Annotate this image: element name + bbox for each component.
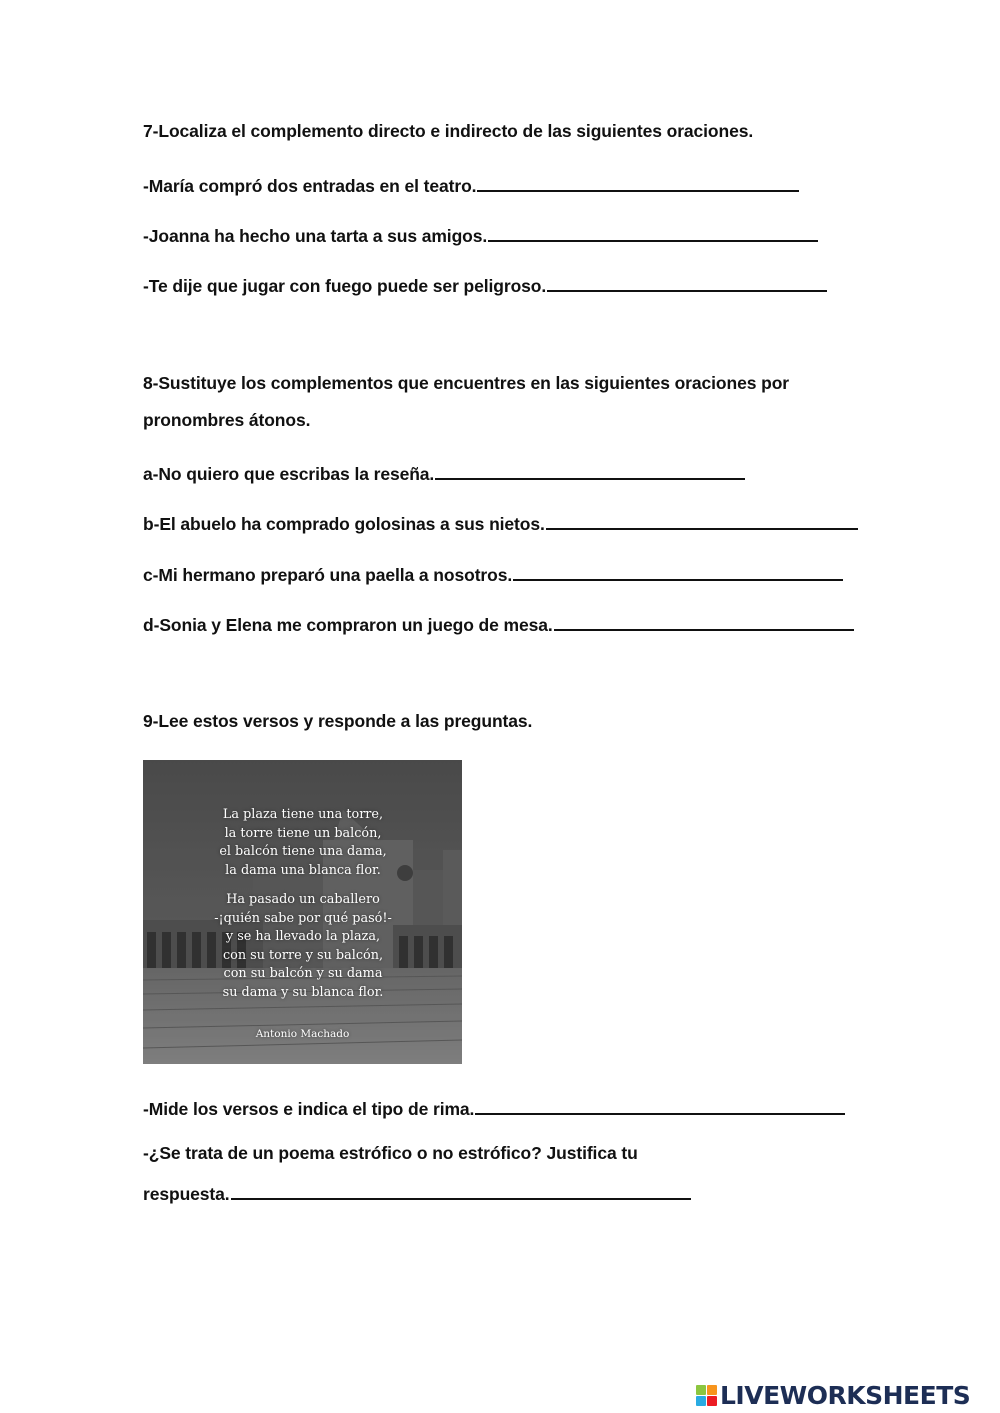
poem-verse: Ha pasado un caballero (226, 892, 380, 907)
answer-blank[interactable] (475, 1095, 845, 1115)
poem-verse: -¡quién sabe por qué pasó!- (214, 910, 392, 926)
exercise-9-question-2-line-2 (143, 1180, 691, 1205)
item-text: d-Sonia y Elena me compraron un juego de mesa. (143, 615, 553, 635)
poem-author: Antonio Machado (255, 1028, 350, 1040)
exercise-8-item-d (143, 611, 854, 636)
brand-square-blue (696, 1396, 706, 1406)
poem-verse: el balcón tiene una dama, (219, 844, 387, 859)
exercise-8-item-a (143, 460, 745, 485)
item-text: respuesta. (143, 1184, 230, 1204)
poem-verse: su dama y su blanca flor. (222, 984, 384, 1000)
item-text: a-No quiero que escribas la reseña. (143, 464, 435, 484)
exercise-9-question-2-line-1: -¿Se trata de un poema estrófico o no estrófico? Justifica tu (143, 1143, 638, 1163)
brand-name: LIVEWORKSHEETS (720, 1380, 971, 1410)
poem-image (143, 760, 462, 1064)
brand-square-green (696, 1385, 706, 1395)
exercise-8-item-c (143, 561, 843, 586)
exercise-7-item-3 (143, 272, 827, 297)
answer-blank[interactable] (554, 611, 854, 631)
item-text: b-El abuelo ha comprado golosinas a sus nietos. (143, 514, 545, 534)
item-text: -Joanna ha hecho una tarta a sus amigos. (143, 226, 488, 246)
answer-blank[interactable] (547, 272, 827, 292)
poem-verse: la dama una blanca flor. (225, 862, 381, 878)
poem-stanza-1 (173, 806, 433, 880)
exercise-8-title-line-2: pronombres átonos. (143, 410, 311, 430)
liveworksheets-logo (696, 1378, 970, 1412)
poem-verse: la torre tiene un balcón, (224, 825, 382, 841)
answer-blank[interactable] (231, 1180, 691, 1200)
exercise-8-item-b (143, 510, 858, 535)
item-text: -Te dije que jugar con fuego puede ser peligroso. (143, 276, 547, 296)
poem-verse: con su balcón y su dama (223, 966, 383, 981)
poem-verse: y se ha llevado la plaza, (225, 929, 381, 944)
exercise-7-title: 7-Localiza el complemento directo e indirecto de las siguientes oraciones. (143, 121, 754, 141)
poem-verse: La plaza tiene una torre, (222, 807, 384, 822)
item-text: -María compró dos entradas en el teatro. (143, 176, 477, 196)
brand-square-red (707, 1396, 717, 1406)
brand-mark-icon (696, 1385, 717, 1406)
answer-blank[interactable] (488, 222, 818, 242)
exercise-7-item-2 (143, 222, 818, 247)
poem-stanza-2 (173, 891, 433, 1002)
exercise-9-title: 9-Lee estos versos y responde a las preguntas. (143, 711, 533, 731)
answer-blank[interactable] (513, 561, 843, 581)
item-text: -Mide los versos e indica el tipo de rima. (143, 1099, 475, 1119)
exercise-9-question-1 (143, 1095, 845, 1120)
answer-blank[interactable] (435, 460, 745, 480)
item-text: c-Mi hermano preparó una paella a nosotros. (143, 565, 513, 585)
brand-square-orange (707, 1385, 717, 1395)
poem-text (173, 806, 433, 1013)
exercise-7-item-1 (143, 172, 799, 197)
answer-blank[interactable] (546, 510, 858, 530)
exercise-8-title-line-1: 8-Sustituye los complementos que encuentres en las siguientes oraciones por (143, 373, 790, 393)
poem-verse: con su torre y su balcón, (222, 947, 384, 963)
answer-blank[interactable] (477, 172, 799, 192)
